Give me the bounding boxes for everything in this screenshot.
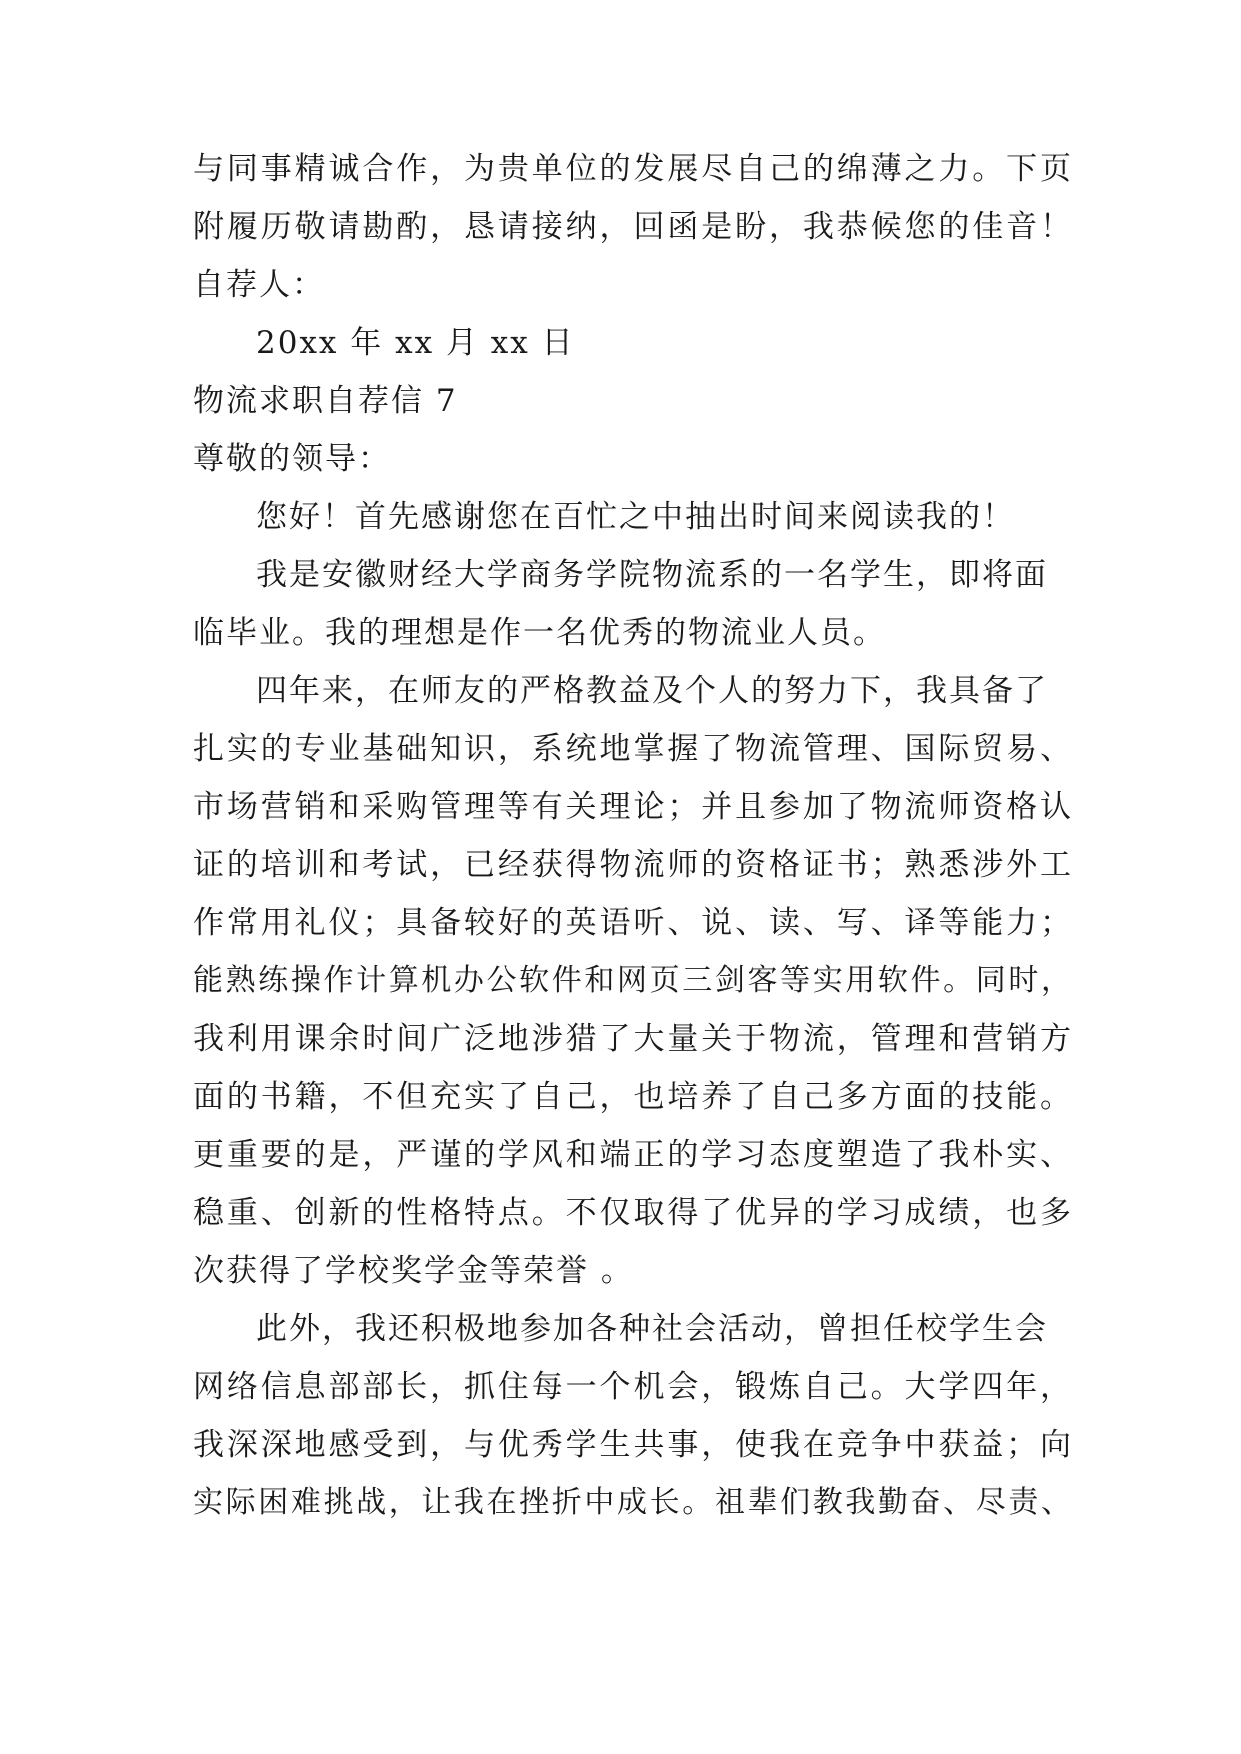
body-line: 稳重、创新的性格特点。不仅取得了优异的学习成绩，也多 bbox=[193, 1195, 1073, 1231]
salutation: 尊敬的领导： bbox=[193, 441, 391, 477]
body-line: 网络信息部部长，抓住每一个机会，锻炼自己。大学四年， bbox=[193, 1369, 1073, 1405]
body-line: 临毕业。我的理想是作一名优秀的物流业人员。 bbox=[193, 615, 886, 651]
body-line: 能熟练操作计算机办公软件和网页三剑客等实用软件。同时， bbox=[193, 963, 1073, 998]
body-line: 市场营销和采购管理等有关理论；并且参加了物流师资格认 bbox=[193, 789, 1073, 825]
date-line: 20xx 年 xx 月 xx 日 bbox=[256, 325, 575, 361]
signature-label: 自荐人： bbox=[193, 267, 325, 303]
body-line: 扎实的专业基础知识，系统地掌握了物流管理、国际贸易、 bbox=[193, 731, 1073, 767]
body-line: 四年来，在师友的严格教益及个人的努力下，我具备了 bbox=[256, 673, 1048, 709]
body-line: 此外，我还积极地参加各种社会活动，曾担任校学生会 bbox=[256, 1311, 1048, 1347]
section-title: 物流求职自荐信 7 bbox=[193, 383, 458, 419]
body-line: 与同事精诚合作，为贵单位的发展尽自己的绵薄之力。下页 bbox=[193, 151, 1073, 187]
body-line: 作常用礼仪；具备较好的英语听、说、读、写、译等能力； bbox=[193, 905, 1073, 941]
body-line: 证的培训和考试，已经获得物流师的资格证书；熟悉涉外工 bbox=[193, 847, 1073, 883]
greeting-line: 您好！首先感谢您在百忙之中抽出时间来阅读我的！ bbox=[256, 499, 1015, 535]
body-line: 实际困难挑战，让我在挫折中成长。祖辈们教我勤奋、尽责、 bbox=[193, 1485, 1073, 1520]
body-line: 次获得了学校奖学金等荣誉 。 bbox=[193, 1253, 634, 1289]
body-line: 我利用课余时间广泛地涉猎了大量关于物流，管理和营销方 bbox=[193, 1021, 1073, 1057]
body-line: 我是安徽财经大学商务学院物流系的一名学生，即将面 bbox=[256, 557, 1048, 593]
body-line: 我深深地感受到，与优秀学生共事，使我在竞争中获益；向 bbox=[193, 1427, 1073, 1463]
body-line: 更重要的是，严谨的学风和端正的学习态度塑造了我朴实、 bbox=[193, 1137, 1073, 1173]
body-line: 附履历敬请勘酌，恳请接纳，回函是盼，我恭候您的佳音！ bbox=[193, 209, 1073, 245]
body-line: 面的书籍，不但充实了自己，也培养了自己多方面的技能。 bbox=[193, 1079, 1073, 1115]
